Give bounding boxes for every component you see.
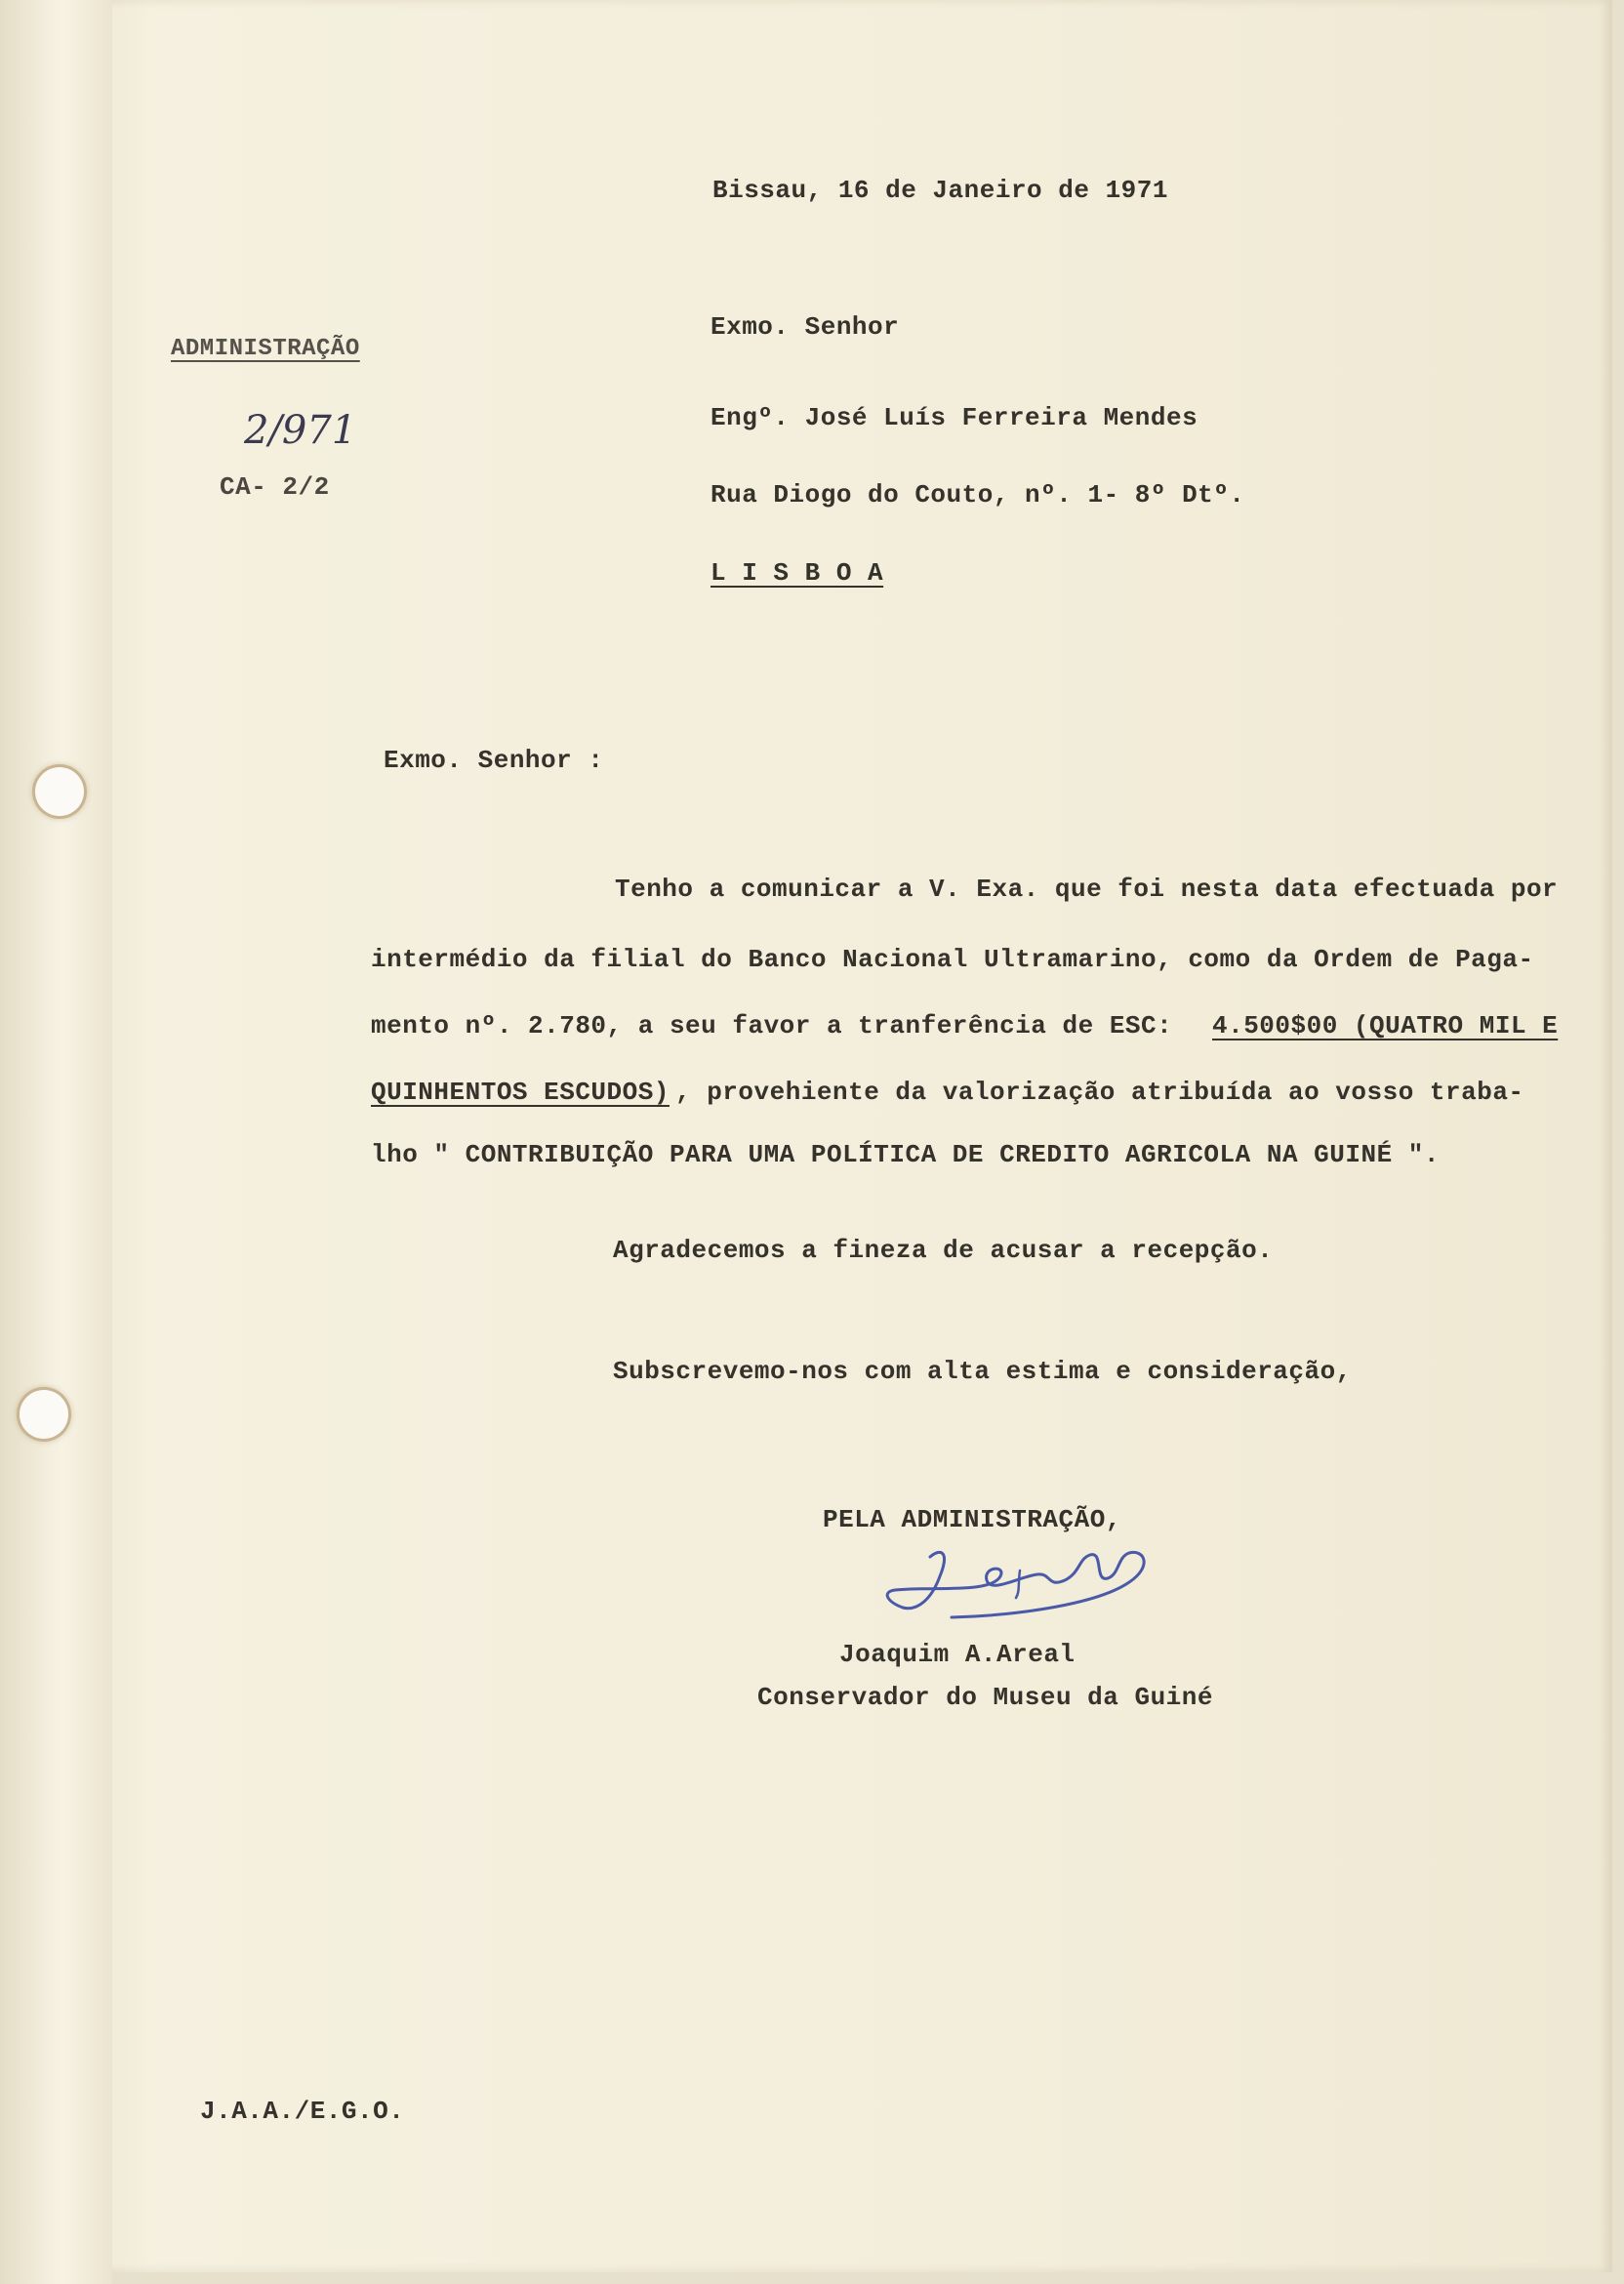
body-line-2: intermédio da filial do Banco Nacional Ultramarino, como da Ordem de Paga-: [371, 945, 1534, 974]
body-line-3: mento nº. 2.780, a seu favor a tranferência de ESC:: [371, 1011, 1173, 1040]
date-line: Bissau, 16 de Janeiro de 1971: [712, 176, 1168, 205]
typist-initials: J.A.A./E.G.O.: [200, 2097, 405, 2126]
body-line-4: , provehiente da valorização atribuída ao vosso traba-: [675, 1078, 1524, 1107]
department-stamp: ADMINISTRAÇÃO: [171, 336, 360, 362]
punch-hole-bottom: [20, 1390, 68, 1439]
signer-name: Joaquim A.Areal: [839, 1640, 1076, 1669]
recipient-name: Engº. José Luís Ferreira Mendes: [710, 403, 1198, 432]
punch-hole-top: [35, 767, 84, 816]
salutation: Exmo. Senhor :: [384, 746, 604, 775]
recipient-address: Rua Diogo do Couto, nº. 1- 8º Dtº.: [710, 480, 1245, 510]
signing-organization: PELA ADMINISTRAÇÃO,: [823, 1505, 1121, 1534]
recipient-city: L I S B O A: [710, 558, 884, 588]
top-salutation: Exmo. Senhor: [710, 312, 900, 342]
paper-edge-fold: [0, 0, 112, 2284]
body-line-1: Tenho a comunicar a V. Exa. que foi nesta data efectuada por: [615, 875, 1559, 904]
amount-words-underlined: QUINHENTOS ESCUDOS): [371, 1078, 670, 1107]
reference-code: CA- 2/2: [220, 472, 330, 502]
closing-line: Subscrevemo-nos com alta estima e consideração,: [613, 1357, 1352, 1386]
amount-underlined: 4.500$00 (QUATRO MIL E: [1212, 1011, 1559, 1040]
signer-title: Conservador do Museu da Guiné: [757, 1683, 1213, 1712]
body-line-5: lho " CONTRIBUIÇÃO PARA UMA POLÍTICA DE CREDITO AGRICOLA NA GUINÉ ".: [371, 1140, 1440, 1169]
registration-number: 2/971: [244, 408, 357, 453]
handwritten-signature: [873, 1537, 1152, 1635]
thanks-line: Agradecemos a fineza de acusar a recepção.: [613, 1236, 1274, 1265]
